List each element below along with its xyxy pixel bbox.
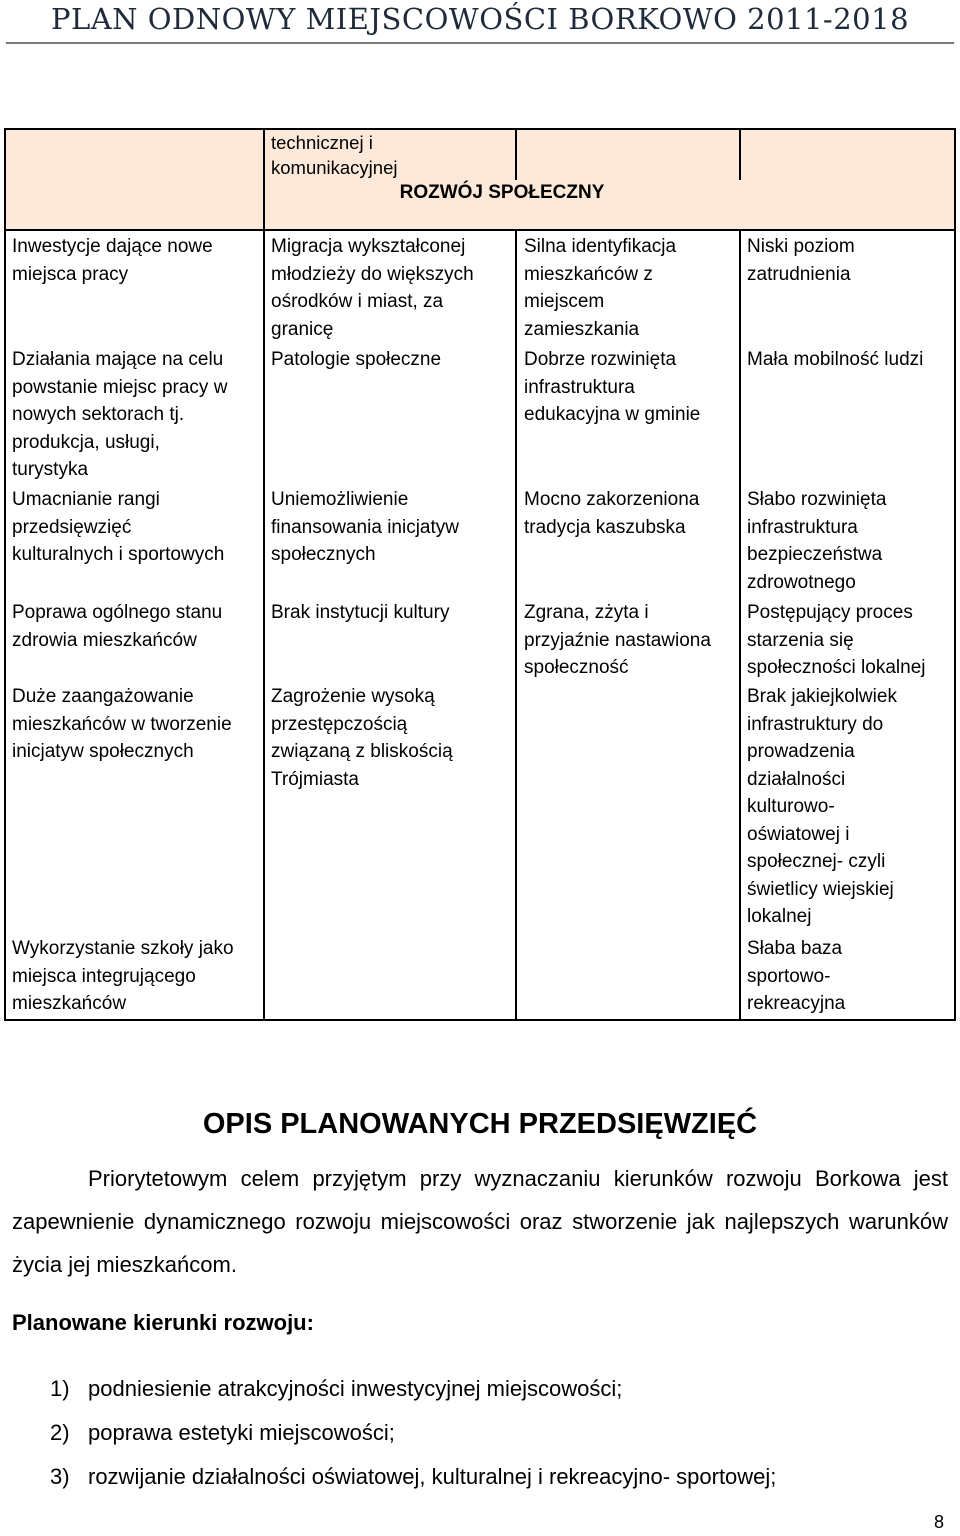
- cell-col3-3: Zgrana, zżyta i przyjaźnie nastawiona społeczność: [524, 602, 711, 678]
- cell-col1-1: Działania mające na celu powstanie miejsc pracy w nowych sektorach tj. produkcja, usługi, turystyka: [12, 349, 228, 480]
- list-item-text: podniesienie atrakcyjności inwestycyjnej miejscowości;: [88, 1376, 623, 1401]
- continued-cell: technicznej i komunikacyjnej: [271, 132, 398, 178]
- directions-subheading: Planowane kierunki rozwoju:: [12, 1310, 314, 1335]
- cell-col2-1: Patologie społeczne: [271, 349, 442, 370]
- col-divider-3-top: [739, 128, 741, 180]
- col-divider-1: [263, 128, 265, 1021]
- cell-col2-3: Brak instytucji kultury: [271, 602, 450, 623]
- cell-col2-0: Migracja wykształconej młodzieży do większych ośrodków i miast, za granicę: [271, 236, 474, 340]
- table-border-top: [4, 128, 956, 130]
- cell-col3-1: Dobrze rozwinięta infrastruktura edukacyjna w gminie: [524, 349, 701, 425]
- cell-col1-3: Poprawa ogólnego stanu zdrowia mieszkańców: [12, 602, 223, 651]
- table-border-bottom: [4, 1019, 956, 1021]
- section-heading: OPIS PLANOWANYCH PRZEDSIĘWZIĘĆ: [202, 1108, 758, 1140]
- cell-col1-2: Umacnianie rangi przedsięwzięć kulturalnych i sportowych: [12, 489, 225, 565]
- list-item-number: 2): [50, 1420, 70, 1445]
- table-border-right: [954, 128, 956, 1021]
- cell-col4-2: Słabo rozwinięta infrastruktura bezpieczeństwa zdrowotnego: [747, 489, 887, 593]
- header-rule: [6, 42, 954, 44]
- page-number: 8: [934, 1512, 945, 1532]
- table-border-left: [4, 128, 6, 1021]
- list-item-number: 1): [50, 1376, 70, 1401]
- cell-col2-4: Zagrożenie wysoką przestępczością związaną z bliskością Trójmiasta: [271, 686, 453, 790]
- col-divider-2: [515, 229, 517, 1021]
- cell-col1-0: Inwestycje dające nowe miejsca pracy: [12, 236, 213, 285]
- list-item: [50, 1374, 776, 1418]
- col-divider-2-top: [515, 128, 517, 180]
- cell-col3-0: Silna identyfikacja mieszkańców z miejscem zamieszkania: [524, 236, 677, 340]
- col-divider-3: [739, 229, 741, 1021]
- intro-paragraph: [12, 1157, 948, 1286]
- header-title: PLAN ODNOWY MIEJSCOWOŚCI BORKOWO 2011-2018: [50, 2, 910, 36]
- cell-col4-0: Niski poziom zatrudnienia: [747, 236, 855, 285]
- cell-col4-5: Słaba baza sportowo- rekreacyjna: [747, 938, 846, 1014]
- list-item-number: 3): [50, 1464, 70, 1489]
- header-divider: [4, 229, 956, 231]
- list-item: [50, 1418, 776, 1462]
- cell-col1-5: Wykorzystanie szkoły jako miejsca integrującego mieszkańców: [12, 938, 234, 1014]
- cell-col4-1: Mała mobilność ludzi: [747, 349, 924, 370]
- intro-paragraph-text: Priorytetowym celem przyjętym przy wyznaczaniu kierunków rozwoju Borkowa jest zapewnienie dynamicznego rozwoju miejscowości oraz stworzenie jak najlepszych warunków życia jej mieszkańcom.: [12, 1166, 948, 1277]
- cell-col2-2: Uniemożliwienie finansowania inicjatyw społecznych: [271, 489, 459, 565]
- cell-col4-3: Postępujący proces starzenia się społeczności lokalnej: [747, 602, 926, 678]
- list-item: [50, 1462, 776, 1506]
- list-item-text: rozwijanie działalności oświatowej, kulturalnej i rekreacyjno- sportowej;: [88, 1464, 777, 1489]
- cell-col1-4: Duże zaangażowanie mieszkańców w tworzenie inicjatyw społecznych: [12, 686, 232, 762]
- directions-list: [50, 1374, 776, 1506]
- section-title-rozwoj-spoleczny: ROZWÓJ SPOŁECZNY: [399, 182, 605, 203]
- cell-col4-4: Brak jakiejkolwiek infrastruktury do prowadzenia działalności kulturowo- oświatowej i społecznej- czyli świetlicy wiejskiej lokalnej: [747, 686, 897, 927]
- cell-col3-2: Mocno zakorzeniona tradycja kaszubska: [524, 489, 700, 538]
- list-item-text: poprawa estetyki miejscowości;: [88, 1420, 395, 1445]
